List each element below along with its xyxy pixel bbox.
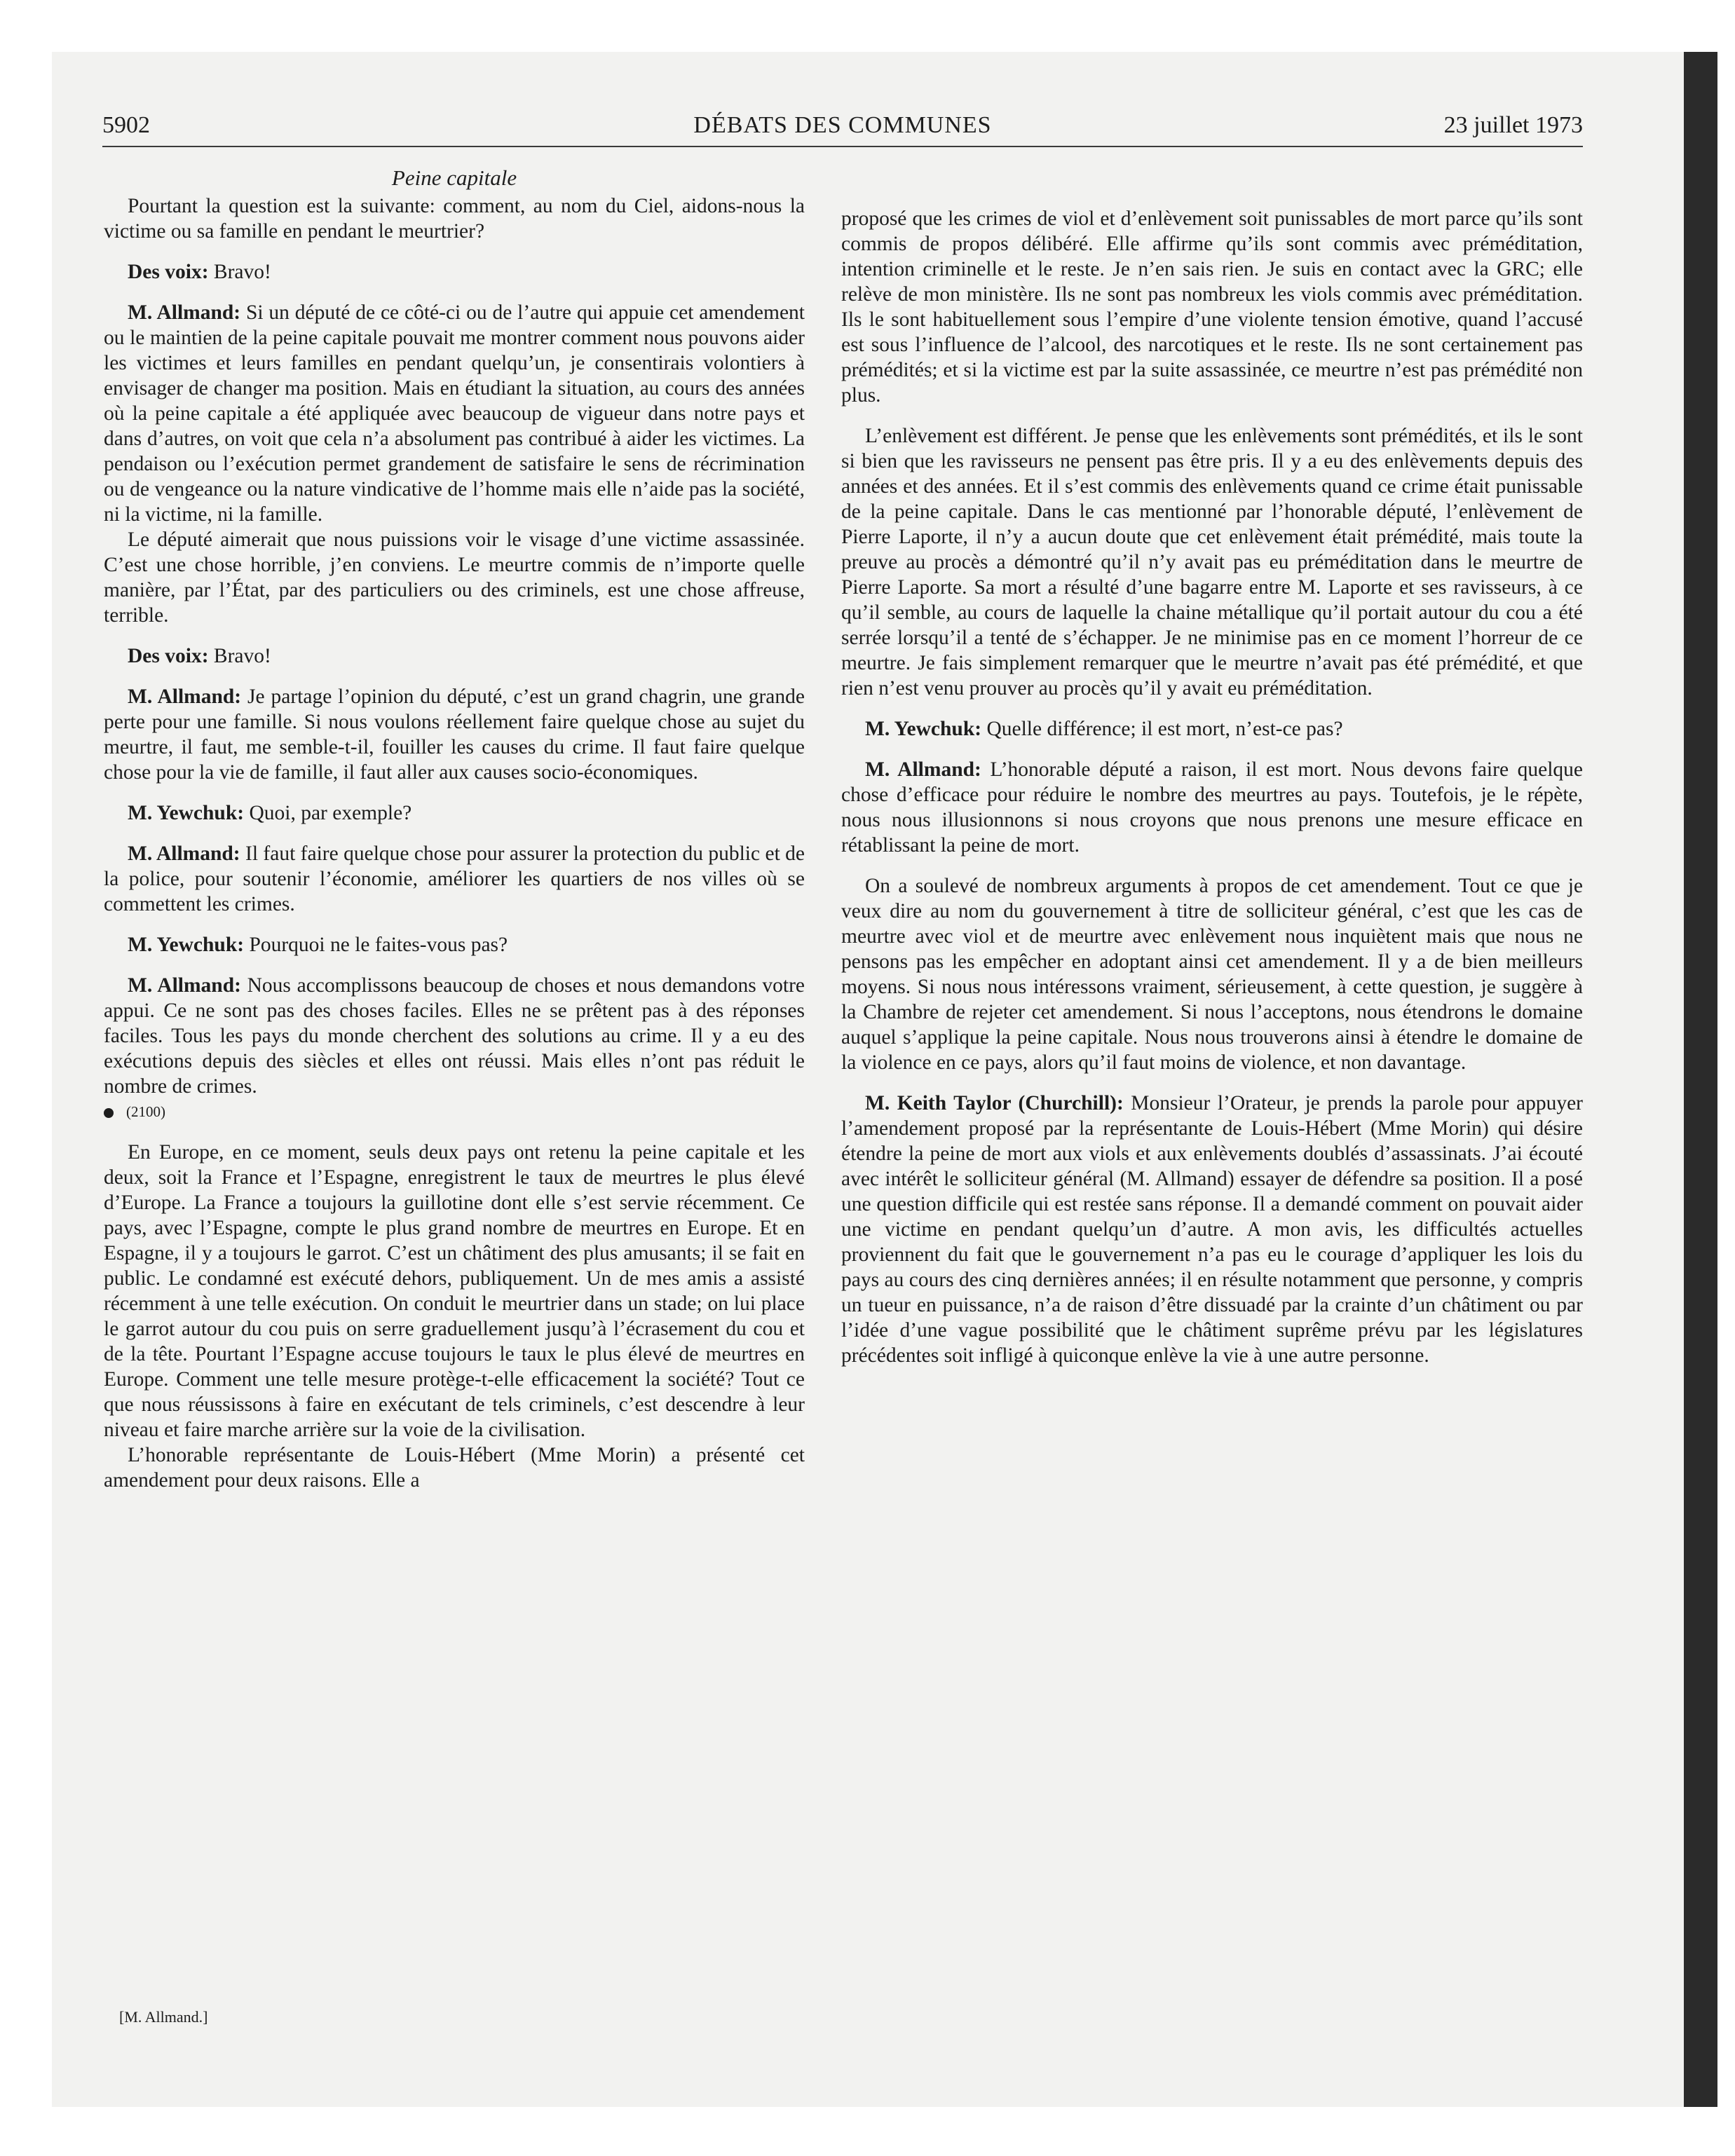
header-rule — [102, 146, 1583, 147]
paragraph-text: Si un député de ce côté-ci ou de l’autre qui appuie cet amendement ou le maintien de la peine capitale pouvait me montrer comment nous pouvons aider les victimes et leurs familles en pendant quelqu’un, je consentirais volontiers à envisager de changer ma position. Mais en étudiant la situation, au cours des années où la peine capitale a été appliquée avec beaucoup de vigueur dans notre pays et dans d’autres, on voit que cela n’a absolument pas contribué à aider les victimes. La pendaison ou l’exécution permet grandement de satisfaire le sens de récrimination ou de vengeance ou la nature vindicative de l’homme mais elle n’aide pas la société, ni la victime, ni la famille. — [104, 301, 805, 526]
left-paragraphs — [104, 193, 805, 1099]
paragraph-text: Bravo! — [208, 261, 271, 283]
paragraph — [841, 423, 1583, 701]
speaker-name: M. Yewchuk: — [128, 934, 245, 956]
speaker-name: M. Yewchuk: — [128, 802, 245, 824]
speaker-name: M. Allmand: — [128, 685, 242, 708]
paragraph-text: Je partage l’opinion du député, c’est un grand chagrin, une grande perte pour une famille. Si nous voulons réellement faire quelque chose au sujet du meurtre, il faut, me semble-t-il, fouiller les causes du crime. Il faut faire quelque chose pour la vie de famille, il faut aller aux causes socio-économiques. — [104, 685, 805, 784]
time-marker — [104, 1099, 805, 1124]
page-header — [102, 112, 1583, 147]
paragraph — [104, 527, 805, 628]
paragraph — [841, 1091, 1583, 1368]
right-paragraphs — [841, 206, 1583, 1368]
paragraph — [104, 1140, 805, 1442]
paragraph — [104, 193, 805, 244]
paragraph-text: L’honorable représentante de Louis-Hébert (Mme Morin) a présenté cet amendement pour deux raisons. Elle a — [104, 1444, 805, 1492]
footnote: [M. Allmand.] — [119, 2008, 208, 2026]
page-date: 23 juillet 1973 — [1443, 112, 1583, 138]
speaker-name: Des voix: — [128, 645, 209, 667]
paragraph-text: Pourquoi ne le faites-vous pas? — [244, 934, 508, 956]
paragraph — [841, 757, 1583, 858]
paragraph-text: Il faut faire quelque chose pour assurer la protection du public et de la police, pour soutenir l’économie, améliorer les quartiers de nos villes où se commettent les crimes. — [104, 842, 805, 915]
right-column — [841, 206, 1583, 1368]
paragraph — [104, 643, 805, 669]
paragraph — [104, 932, 805, 957]
speaker-name: Des voix: — [128, 261, 209, 283]
page-number: 5902 — [102, 112, 150, 138]
paragraph-text: On a soulevé de nombreux arguments à propos de cet amendement. Tout ce que je veux dire au nom du gouvernement à titre de solliciteur général, c’est que les cas de meurtre avec viol et de meurtre avec enlèvement nous inquiètent mais que nous ne pensons pas les empêcher en adoptant ainsi cet amendement. Il y a de bien meilleurs moyens. Si nous nous intéressons vraiment, sérieusement, à cette question, je suggère à la Chambre de rejeter cet amendement. Si nous l’acceptons, nous étendrons le domaine auquel s’applique la peine capitale. Nous nous trouverons ainsi à étendre le domaine de la violence en ce pays, alors qu’il faut moins de violence, et non davantage. — [841, 875, 1583, 1074]
left-paragraphs-after — [104, 1140, 805, 1493]
paragraph — [104, 841, 805, 917]
paragraph-text: proposé que les crimes de viol et d’enlèvement soit punissables de mort parce qu’ils sont commis de propos délibéré. Elle affirme qu’ils sont commis avec préméditation, intention criminelle et le reste. Je n’en sais rien. Je suis en contact avec la GRC; elle relève de mon ministère. Ils ne sont pas nombreux les viols commis avec préméditation. Ils le sont habituellement sous l’empire d’une violente tension émotive, quand l’accusé est sous l’influence de l’alcool, des narcotiques et le reste. Ils ne sont certainement pas prémédités; et si la victime est par la suite assassinée, ce meurtre n’est pas prémédité non plus. — [841, 207, 1583, 407]
paragraph — [104, 300, 805, 527]
paragraph-text: Nous accomplissons beaucoup de choses et nous demandons votre appui. Ce ne sont pas des choses faciles. Elles ne se prêtent pas à des réponses faciles. Tous les pays du monde cherchent des solutions au crime. Il y a eu des exécutions depuis des siècles et elles ont réussi. Mais elles n’ont pas réduit le nombre de crimes. — [104, 974, 805, 1098]
speaker-name: M. Allmand: — [128, 301, 241, 324]
speaker-name: M. Allmand: — [865, 758, 981, 781]
speaker-name: M. Allmand: — [128, 974, 241, 997]
paragraph-text: Bravo! — [208, 645, 271, 667]
paragraph — [841, 716, 1583, 742]
paragraph-text: L’enlèvement est différent. Je pense que les enlèvements sont prémédités, et ils le sont si bien que les ravisseurs ne pensent pas être pris. Il y a eu des enlèvements depuis des années et des années. Et il s’est commis des enlèvements quand ce crime était punissable de la peine capitale. Dans le cas mentionné par l’honorable député, l’enlèvement de Pierre Laporte, il n’y a aucun doute que cet enlèvement était prémédité, mais toute la preuve au procès a démontré qu’il n’y avait pas eu préméditation dans le meurtre de Pierre Laporte. Sa mort a résulté d’une bagarre entre M. Laporte et ses ravisseurs, à ce qu’il semble, au cours de laquelle la chaine métallique qu’il portait autour du cou a été serrée lorsqu’il a tenté de s’échapper. Je ne minimise pas en ce moment l’horreur de ce meurtre. Je fais simplement remarquer que le meurtre n’avait pas été prémédité, et que rien n’est venu prouver au procès qu’il y avait eu préméditation. — [841, 425, 1583, 700]
paragraph — [104, 684, 805, 785]
left-column — [104, 165, 805, 1493]
speaker-name: M. Keith Taylor (Churchill): — [865, 1092, 1124, 1114]
paragraph-text: Monsieur l’Orateur, je prends la parole pour appuyer l’amendement proposé par la représentante de Louis-Hébert (Mme Morin) qui désire étendre la peine de mort aux viols et aux enlèvements doublés d’assassinats. J’ai écouté avec intérêt le solliciteur général (M. Allmand) essayer de défendre sa position. Il a posé une question difficile qui est restée sans réponse. Il a demandé comment on pouvait aider une victime en pendant quelqu’un d’autre. A mon avis, les difficultés actuelles proviennent du fait que le gouvernement n’a pas eu le courage d’appliquer les lois du pays au cours des cinq dernières années; il en résulte notamment que personne, y compris un tueur en puissance, n’a de raison d’être dissuadé par la crainte d’un châtiment ou par l’idée d’une vague possibilité que le châtiment suprême prévu par les législatures précédentes soit infligé à quiconque enlève la vie à une autre personne. — [841, 1092, 1583, 1367]
paragraph — [104, 800, 805, 826]
paragraph — [841, 873, 1583, 1075]
paragraph-text: Quelle différence; il est mort, n’est-ce pas? — [981, 718, 1343, 740]
publication-title: DÉBATS DES COMMUNES — [693, 112, 992, 138]
paragraph-text: Quoi, par exemple? — [244, 802, 412, 824]
paragraph — [104, 1442, 805, 1493]
paragraph-text: Pourtant la question est la suivante: comment, au nom du Ciel, aidons-nous la victime ou sa famille en pendant le meurtrier? — [104, 195, 805, 243]
paragraph — [104, 259, 805, 285]
speaker-name: M. Allmand: — [128, 842, 240, 865]
speaker-name: M. Yewchuk: — [865, 718, 982, 740]
time-marker-text: (2100) — [126, 1103, 165, 1120]
scan-dark-edge — [1684, 52, 1717, 2107]
paragraph-text: Le député aimerait que nous puissions voir le visage d’une victime assassinée. C’est une chose horrible, j’en conviens. Le meurtre commis de n’importe quelle manière, par l’État, par des particuliers ou des criminels, est une chose affreuse, terrible. — [104, 528, 805, 627]
bullet-dot-icon — [104, 1108, 114, 1118]
paragraph-text: L’honorable député a raison, il est mort. Nous devons faire quelque chose d’efficace pour réduire le nombre des meurtres au pays. Toutefois, je le répète, nous nous illusionnons si nous croyons que nous prenons une mesure efficace en rétablissant la peine de mort. — [841, 758, 1583, 857]
section-title: Peine capitale — [391, 165, 517, 190]
paragraph-text: En Europe, en ce moment, seuls deux pays ont retenu la peine capitale et les deux, soit la France et l’Espagne, enregistrent le taux de meurtres le plus élevé d’Europe. La France a toujours la guillotine dont elle s’est servie récemment. Ce pays, avec l’Espagne, compte le plus grand nombre de meurtres en Europe. Et en Espagne, il y a toujours le garrot. C’est un châtiment des plus amusants; il se fait en public. Le condamné est exécuté dehors, publiquement. Un de mes amis a assisté récemment à une telle exécution. On conduit le meurtrier dans un stade; on lui place le garrot autour du cou puis on serre graduellement jusqu’à l’écrasement du cou et de la tête. Pourtant l’Espagne accuse toujours le taux le plus élevé de meurtres en Europe. Comment une telle mesure protège-t-elle efficacement la société? Tout ce que nous réussissons à faire en exécutant de tels criminels, c’est descendre à leur niveau et faire marche arrière sur la voie de la civilisation. — [104, 1141, 805, 1441]
paragraph — [841, 206, 1583, 408]
paragraph — [104, 973, 805, 1099]
